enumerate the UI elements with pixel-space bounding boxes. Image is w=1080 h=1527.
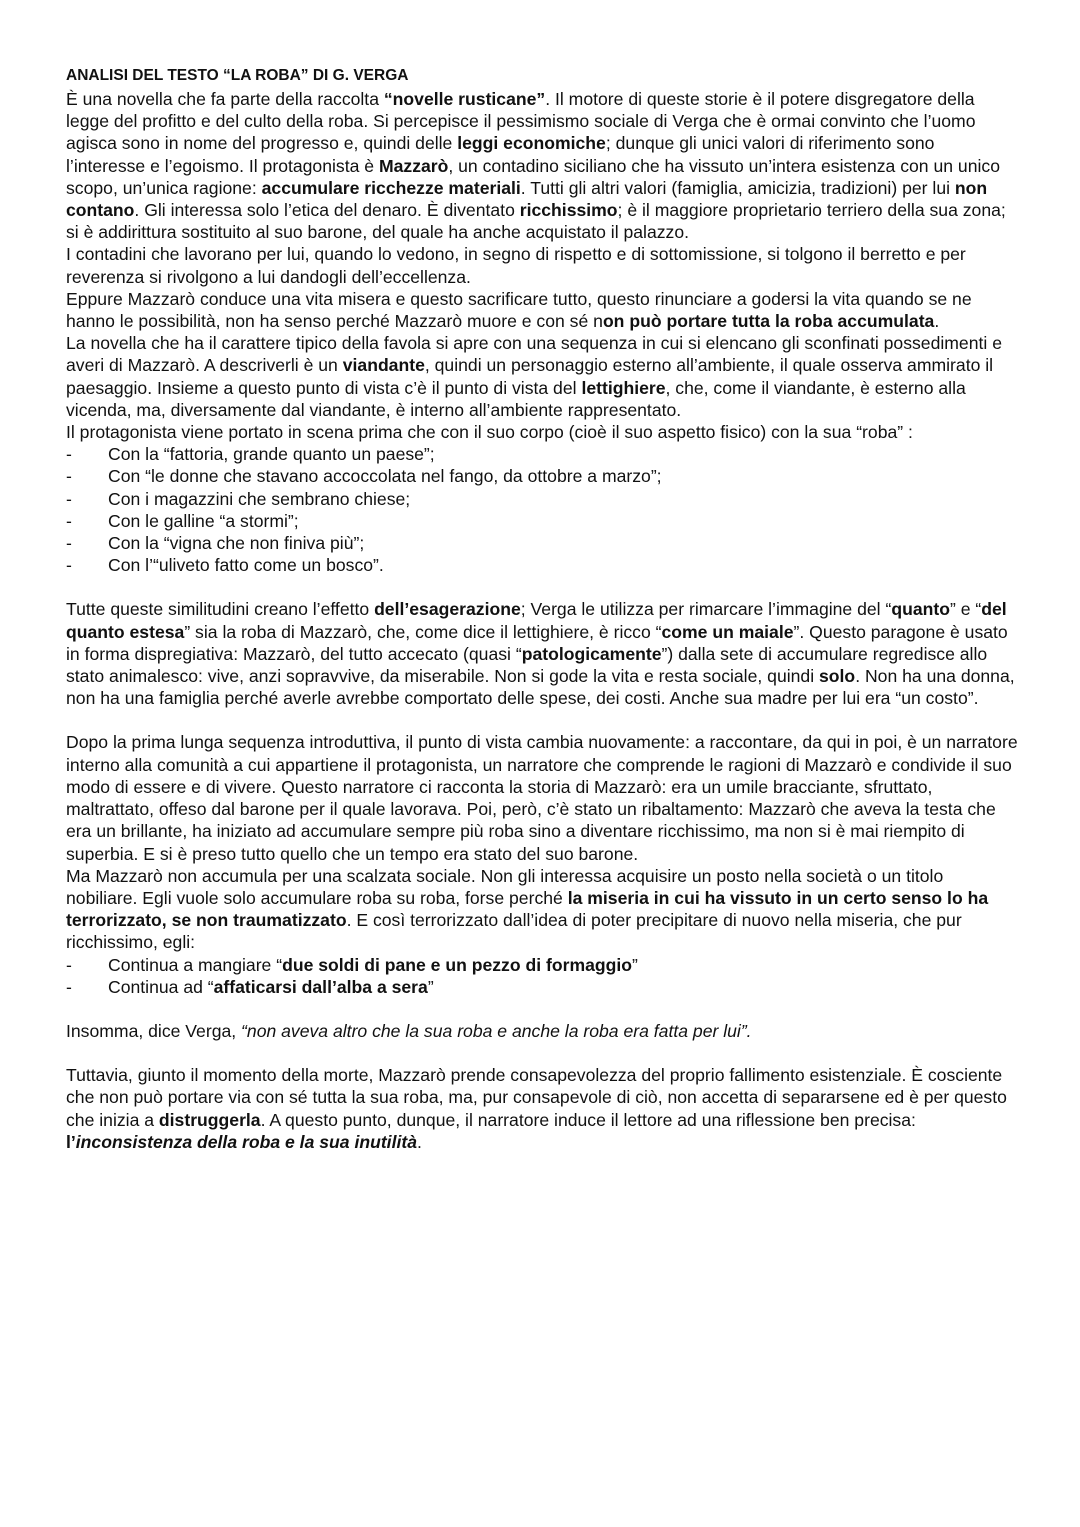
list-item: - Continua ad “affaticarsi dall’alba a sera” [66,976,1018,998]
spacer [66,709,1018,731]
paragraph-protagonista: Il protagonista viene portato in scena prima che con il suo corpo (cioè il suo aspetto fisico) con la sua “roba” : [66,422,913,443]
spacer [66,998,1018,1020]
spacer [66,1042,1018,1064]
paragraph-narratore: Dopo la prima lunga sequenza introduttiva, il punto di vista cambia nuovamente: a raccontare, da qui in poi, è un narratore interno alla comunità a cui appartiene il protagonista, un narratore che comprende le ragioni di Mazzarò e condivide il suo modo di essere e di vivere. Questo narratore ci racconta la storia di Mazzarò: era un umile bracciante, sfruttato, maltrattato, offeso dal barone per il quale lavorava. Poi, però, c’è stato un ribaltamento: Mazzarò che aveva la testa che era un brillante, ha iniziato ad accumulare sempre più roba sino a diventare ricchissimo, ma non si è mai riempito di superbia. E si è preso tutto quello che un tempo era stato del suo barone. [66,732,1018,864]
paragraph-vita-misera: Eppure Mazzarò conduce una vita misera e questo sacrificare tutto, questo rinunciare a godersi la vita quando se ne hanno le possibilità, non ha senso perché Mazzarò muore e con sé non può portare tutta la roba accumulata. [66,288,972,332]
spacer [66,576,1018,598]
paragraph-favola: La novella che ha il carattere tipico della favola si apre con una sequenza in cui si elencano gli sconfinati possedimenti e averi di Mazzarò. A descriverli è un viandante, quindi un personaggio esterno all’ambiente, il quale osserva ammirato il paesaggio. Insieme a questo punto di vista c’è il punto di vista del lettighiere, che, come il viandante, è esterno alla vicenda, ma, diversamente dal viandante, è interno all’ambiente rappresentato. [66,333,1002,420]
paragraph-intro: È una novella che fa parte della raccolta “novelle rusticane”. Il motore di queste storie è il potere disgregatore della legge del profitto e del culto della roba. Si percepisce il pessimismo sociale di Verga che è ormai convinto che l’uomo agisca sono in nome del progresso e, quindi delle leggi economiche; dunque gli unici valori di riferimento sono l’interesse e l’egoismo. Il protagonista è Mazzarò, un contadino siciliano che ha vissuto un’intera esistenza con un unico scopo, un’unica ragione: accumulare ricchezze materiali. Tutti gli altri valori (famiglia, amicizia, tradizioni) per lui non contano. Gli interessa solo l’etica del denaro. È diventato ricchissimo; è il maggiore proprietario terriero della sua zona; si è addirittura sostituito al suo barone, del quale ha anche acquistato il palazzo. [66,89,1006,243]
document-title: ANALISI DEL TESTO “LA ROBA” DI G. VERGA [66,67,409,84]
list-item: - Con la “vigna che non finiva più”; [66,532,1018,554]
comportamenti-list [66,954,1018,998]
list-item: - Con la “fattoria, grande quanto un paese”; [66,443,1018,465]
paragraph-contadini: I contadini che lavorano per lui, quando lo vedono, in segno di rispetto e di sottomissione, si tolgono il berretto e per reverenza si rivolgono a lui dandogli dell’eccellenza. [66,244,966,287]
list-item: - Con le galline “a stormi”; [66,510,1018,532]
similitudini-list [66,443,1018,576]
list-item: - Con l’“uliveto fatto come un bosco”. [66,554,1018,576]
list-item: - Con “le donne che stavano accoccolata nel fango, da ottobre a marzo”; [66,465,1018,487]
paragraph-conclusione: Tuttavia, giunto il momento della morte, Mazzarò prende consapevolezza del proprio fallimento esistenziale. È cosciente che non può portare via con sé tutta la sua roba, ma, pur consapevole di ciò, non accetta di separarsene ed è per questo che inizia a distruggerla. A questo punto, dunque, il narratore induce il lettore ad una riflessione ben precisa: l’inconsistenza della roba e la sua inutilità. [66,1065,1007,1152]
paragraph-citazione: Insomma, dice Verga, “non aveva altro che la sua roba e anche la roba era fatta per lui”. [66,1020,752,1041]
paragraph-accumulo: Ma Mazzarò non accumula per una scalzata sociale. Non gli interessa acquisire un posto nella società o un titolo nobiliare. Egli vuole solo accumulare roba su roba, forse perché la miseria in cui ha vissuto in un certo senso lo ha terrorizzato, se non traumatizzato. E così terrorizzato dall’idea di poter precipitare di nuovo nella miseria, che pur ricchissimo, egli: [66,865,989,953]
paragraph-esagerazione: Tutte queste similitudini creano l’effetto dell’esagerazione; Verga le utilizza per rimarcare l’immagine del “quanto” e “del quanto estesa” sia la roba di Mazzarò, che, come dice il lettighiere, è ricco “come un maiale”. Questo paragone è usato in forma dispregiativa: Mazzarò, del tutto accecato (quasi “patologicamente”) dalla sete di accumulare regredisce allo stato animalesco: vive, anzi sopravvive, da miserabile. Non si gode la vita e resta sociale, quindi solo. Non ha una donna, non ha una famiglia perché averle avrebbe comportato delle spese, dei costi. Anche sua madre per lui era “un costo”. [66,599,1015,709]
list-item: - Continua a mangiare “due soldi di pane e un pezzo di formaggio” [66,954,1018,976]
document-page [66,66,1018,1153]
list-item: - Con i magazzini che sembrano chiese; [66,488,1018,510]
